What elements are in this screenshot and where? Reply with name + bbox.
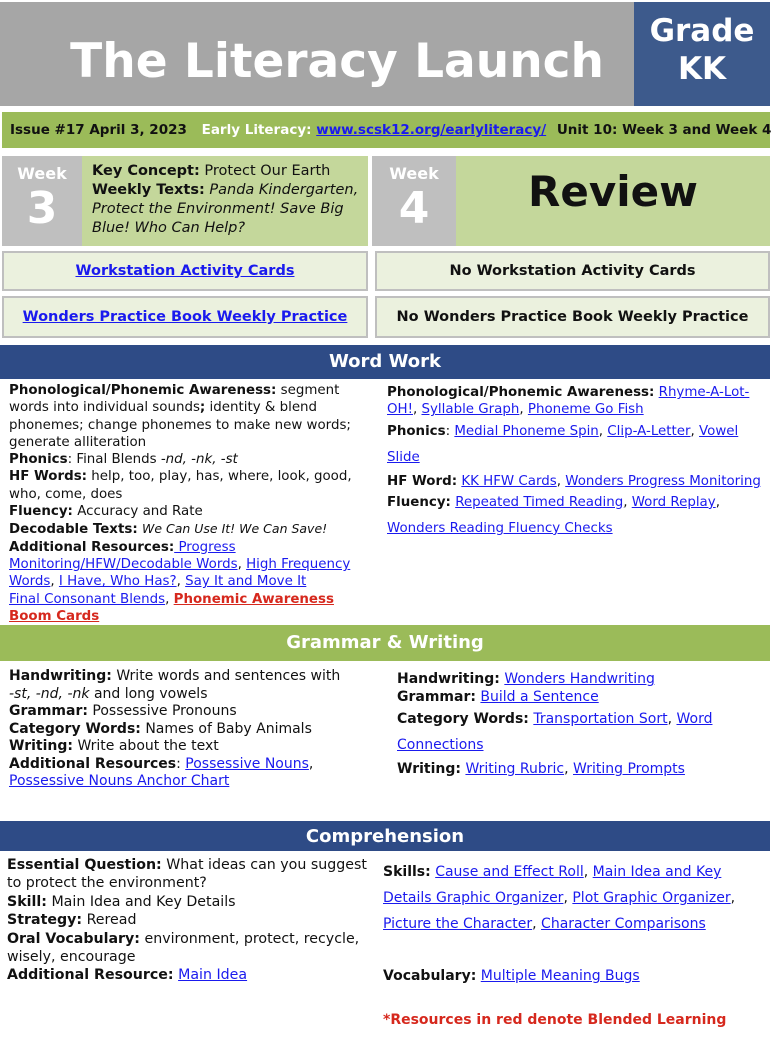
no-practice-cell: No Wonders Practice Book Weekly Practice xyxy=(375,296,770,338)
grammar-right: Handwriting: Wonders Handwriting Grammar: Build a Sentence Category Words: Transportation Sort, Word Connections Writing: Writing Rubric, Writing Prompts xyxy=(397,671,713,777)
link-wonders-handwriting[interactable]: Wonders Handwriting xyxy=(504,671,655,687)
key-concept-label: Key Concept: xyxy=(92,163,200,179)
newsletter-title: The Literacy Launch xyxy=(70,34,604,89)
link-boom-cards[interactable]: Phonemic Awareness Boom Cards xyxy=(9,591,334,624)
workstation-link[interactable]: Workstation Activity Cards xyxy=(75,263,295,279)
week4-number: 4 xyxy=(398,183,430,234)
word-work-left: Phonological/Phonemic Awareness: segment words into individual sounds; identity & blend phonemes; change phonemes to make new words; generate alliteration Phonics: Final Blends -nd, -nk, -st HF Words: help, too, play, has, where, look, good, who, come, does Fluency: Accuracy and Rate Decodable Texts: We Can Use It! We Can Save! Additional Resources: Progress Monitoring/HFW/Decodable Words, High Frequency Words, I Have, Who Has?, Say It and Move It Final Consonant Blends, Phonemic Awareness Boom Cards xyxy=(9,383,352,624)
key-concept: Protect Our Earth xyxy=(204,163,331,179)
practice-link[interactable]: Wonders Practice Book Weekly Practice xyxy=(22,309,348,325)
link-word-connections[interactable]: Word Connections xyxy=(397,711,713,753)
link-syllable[interactable]: Syllable Graph xyxy=(421,402,520,418)
workstation-cell xyxy=(2,251,368,291)
footnote: *Resources in red denote Blended Learning xyxy=(383,1012,727,1028)
link-progress-monitoring[interactable]: Progress Monitoring/HFW/Decodable Words xyxy=(9,539,238,572)
word-work-heading: Word Work xyxy=(0,345,770,379)
grade-value: KK xyxy=(677,51,727,87)
link-writing-prompts[interactable]: Writing Prompts xyxy=(573,761,685,777)
link-build-sentence[interactable]: Build a Sentence xyxy=(480,689,599,705)
link-fluency-checks[interactable]: Wonders Reading Fluency Checks xyxy=(387,520,613,536)
link-picture-character[interactable]: Picture the Character xyxy=(383,916,533,932)
grade-badge xyxy=(634,2,770,106)
link-rhyme[interactable]: Rhyme-A-Lot-OH! xyxy=(387,385,750,418)
early-literacy-label: Early Literacy: xyxy=(201,122,312,138)
link-plot-organizer[interactable]: Plot Graphic Organizer xyxy=(572,890,731,906)
link-high-frequency[interactable]: High Frequency Words xyxy=(9,556,351,590)
link-phoneme-fish[interactable]: Phoneme Go Fish xyxy=(527,402,644,418)
unit-info: Unit 10: Week 3 and Week 4 xyxy=(556,122,772,138)
week4-label-box xyxy=(372,156,456,246)
week3-number: 3 xyxy=(26,183,58,234)
link-character-comparisons[interactable]: Character Comparisons xyxy=(541,916,706,932)
link-main-idea[interactable]: Main Idea xyxy=(178,967,248,984)
comprehension-left: Essential Question: What ideas can you suggest to protect the environment? Skill: Main Idea and Key Details Strategy: Reread Oral Vocabulary: environment, protect, recycle, wisely, encourage Additional Resource: Main Idea xyxy=(7,857,367,984)
week3-label-box xyxy=(2,156,82,246)
word-work-right: Phonological/Phonemic Awareness: Rhyme-A-Lot-OH!, Syllable Graph, Phoneme Go Fish Phonics: Medial Phoneme Spin, Clip-A-Letter, Vowel Slide HF Word: KK HFW Cards, Wonders Progress Monitoring Fluency: Repeated Timed Reading, Word Replay, Wonders Reading Fluency Checks xyxy=(387,385,761,536)
link-timed-reading[interactable]: Repeated Timed Reading xyxy=(455,494,624,510)
week4-label: Week xyxy=(389,164,439,183)
grammar-heading: Grammar & Writing xyxy=(0,625,770,661)
week3-details xyxy=(82,156,368,246)
link-writing-rubric[interactable]: Writing Rubric xyxy=(465,761,565,777)
link-vowel[interactable]: Vowel Slide xyxy=(387,423,739,465)
week3-label: Week xyxy=(17,164,67,183)
link-progress-monitoring-right[interactable]: Wonders Progress Monitoring xyxy=(565,473,761,489)
comprehension-right: Skills: Cause and Effect Roll, Main Idea and Key Details Graphic Organizer, Plot Graphic Organizer, Picture the Character, Character Comparisons Vocabulary: Multiple Meaning Bugs xyxy=(383,864,736,984)
link-kk-hfw[interactable]: KK HFW Cards xyxy=(461,473,557,489)
practice-cell xyxy=(2,296,368,338)
link-main-idea-organizer[interactable]: Main Idea and Key Details Graphic Organizer xyxy=(383,864,722,906)
comprehension-heading: Comprehension xyxy=(0,821,770,851)
link-multiple-meaning-bugs[interactable]: Multiple Meaning Bugs xyxy=(480,968,640,984)
header-banner xyxy=(0,2,634,106)
link-word-replay[interactable]: Word Replay xyxy=(631,494,716,510)
week4-review: Review xyxy=(456,156,770,246)
link-say-it[interactable]: Say It and Move It xyxy=(185,574,307,590)
grammar-left: Handwriting: Write words and sentences with -st, -nd, -nk and long vowels Grammar: Possessive Pronouns Category Words: Names of Baby Animals Writing: Write about the text Additional Resources: Possessive Nouns, Possessive Nouns Anchor Chart xyxy=(9,668,341,789)
link-final-blends[interactable]: Final Consonant Blends xyxy=(9,591,166,607)
early-literacy-link[interactable]: www.scsk12.org/earlyliteracy/ xyxy=(316,122,547,138)
issue-bar xyxy=(2,112,770,148)
link-anchor-chart[interactable]: Possessive Nouns Anchor Chart xyxy=(9,773,230,789)
weekly-texts-label: Weekly Texts: xyxy=(92,182,205,198)
issue-info: Issue #17 April 3, 2023 xyxy=(10,122,187,138)
link-transportation-sort[interactable]: Transportation Sort xyxy=(533,711,668,727)
link-possessive-nouns[interactable]: Possessive Nouns xyxy=(185,755,309,772)
link-medial[interactable]: Medial Phoneme Spin xyxy=(454,423,599,439)
no-workstation-cell: No Workstation Activity Cards xyxy=(375,251,770,291)
link-i-have[interactable]: I Have, Who Has? xyxy=(58,574,177,590)
grade-label: Grade xyxy=(649,13,755,49)
link-clip[interactable]: Clip-A-Letter xyxy=(607,423,691,439)
link-cause-effect[interactable]: Cause and Effect Roll xyxy=(435,864,584,880)
weekly-texts: Panda Kindergarten, Protect the Environment! Save Big Blue! Who Can Help? xyxy=(92,182,359,236)
